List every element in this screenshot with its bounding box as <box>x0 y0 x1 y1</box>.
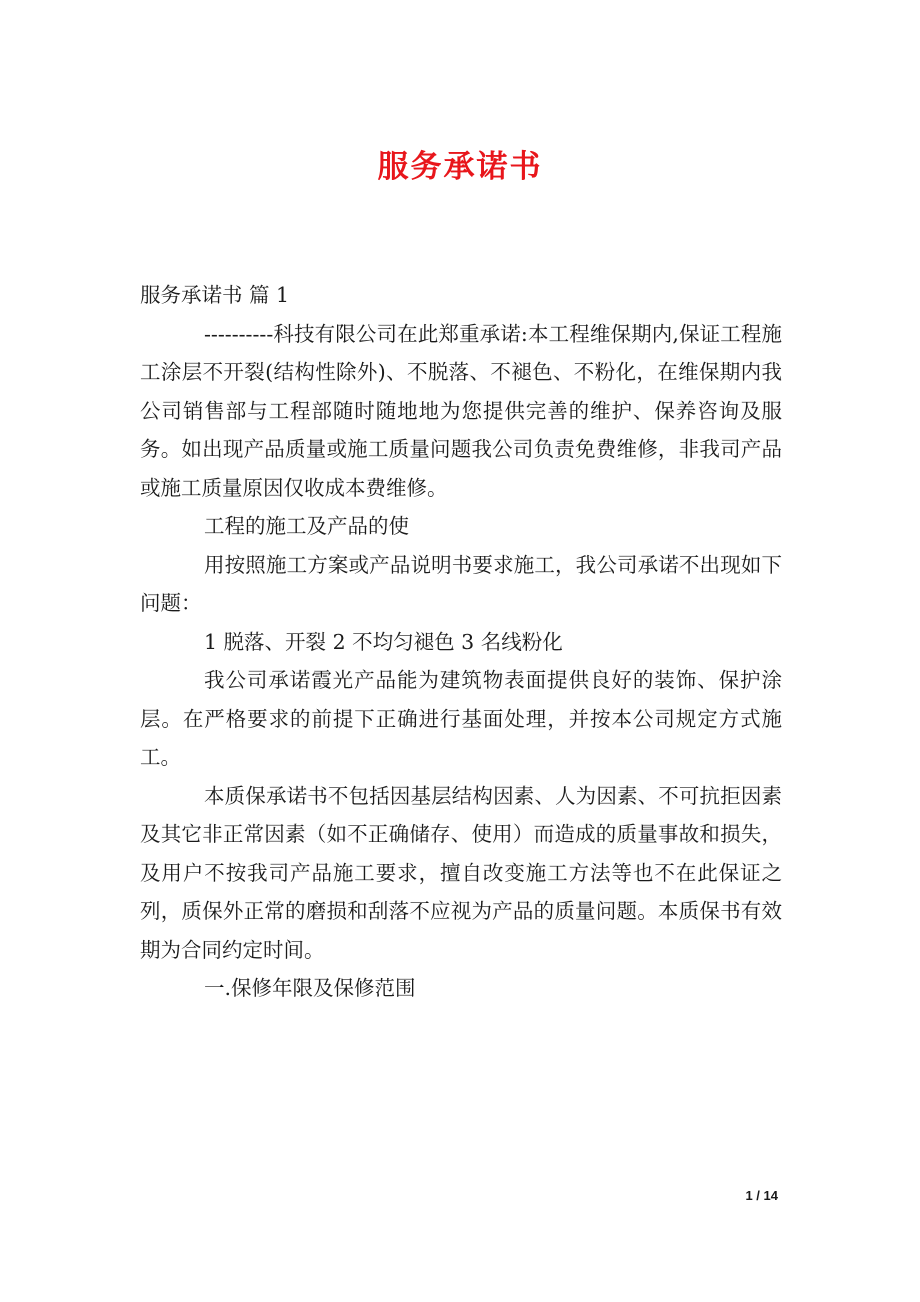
paragraph-exclusions: 本质保承诺书不包括因基层结构因素、人为因素、不可抗拒因素及其它非正常因素（如不正确储存、使用）而造成的质量事故和损失，及用户不按我司产品施工要求，擅自改变施工方法等也不在此保证之列，质保外正常的磨损和刮落不应视为产品的质量问题。本质保书有效期为合同约定时间。 <box>140 783 782 962</box>
paragraph-problem-list: 1 脱落、开裂 2 不均匀褪色 3 名线粉化 <box>204 629 563 654</box>
document-title: 服务承诺书 <box>377 149 543 185</box>
paragraph-requirements: 用按照施工方案或产品说明书要求施工，我公司承诺不出现如下问题： <box>140 552 782 615</box>
paragraph-product-promise: 我公司承诺霞光产品能为建筑物表面提供良好的装饰、保护涂层。在严格要求的前提下正确进行基面处理，并按本公司规定方式施工。 <box>140 668 782 769</box>
section-heading: 服务承诺书 篇 1 <box>140 283 290 307</box>
page-indicator: 1 / 14 <box>745 1188 778 1203</box>
paragraph-commitment: ----------科技有限公司在此郑重承诺:本工程维保期内,保证工程施工涂层不开裂(结构性除外)、不脱落、不褪色、不粉化，在维保期内我公司销售部与工程部随时随地地为您提供完善的维护、保养咨询及服务。如出现产品质量或施工质量问题我公司负责免费维修，非我司产品或施工质量原因仅收成本费维修。 <box>140 321 782 500</box>
document-body <box>140 276 782 1008</box>
paragraph-construction: 工程的施工及产品的使 <box>204 514 409 538</box>
paragraph-warranty-scope: 一.保修年限及保修范围 <box>204 976 416 1000</box>
